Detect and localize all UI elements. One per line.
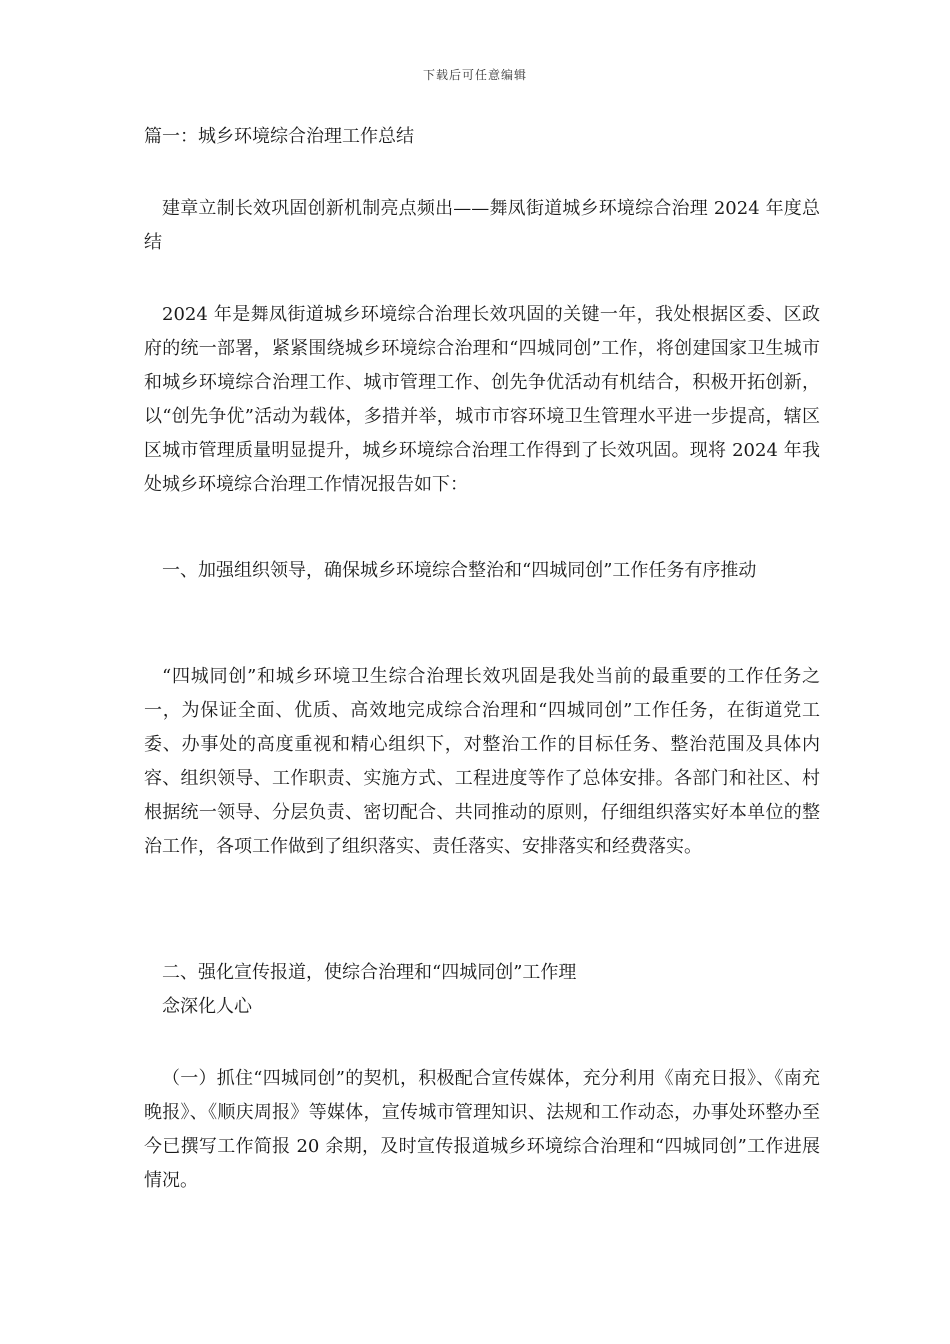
section-2-heading-line-2: 念深化人心 (162, 996, 252, 1017)
intro-paragraph: 2024 年是舞凤街道城乡环境综合治理长效巩固的关键一年，我处根据区委、区政府的统一部署，紧紧围绕城乡环境综合治理和“四城同创”工作，将创建国家卫生城市和城乡环境综合治理工作、城市管理工作、创先争优活动有机结合，积极开拓创新，以“创先争优”活动为载体，多措并举，城市市容环境卫生管理水平进一步提高，辖区区城市管理质量明显提升，城乡环境综合治理工作得到了长效巩固。现将 2024 年我处城乡环境综合治理工作情况报告如下： (144, 304, 820, 495)
section-2-heading (144, 956, 820, 1024)
section-1-paragraph: “四城同创”和城乡环境卫生综合治理长效巩固是我处当前的最重要的工作任务之一，为保证全面、优质、高效地完成综合治理和“四城同创”工作任务，在街道党工委、办事处的高度重视和精心组织下，对整治工作的目标任务、整治范围及具体内容、组织领导、工作职责、实施方式、工程进度等作了总体安排。各部门和社区、村根据统一领导、分层负责、密切配合、共同推动的原则，仔细组织落实好本单位的整治工作，各项工作做到了组织落实、责任落实、安排落实和经费落实。 (144, 666, 820, 857)
part-title: 篇一：城乡环境综合治理工作总结 (144, 126, 414, 147)
header-note: 下载后可任意编辑 (422, 68, 527, 82)
section-1-heading: 一、加强组织领导，确保城乡环境综合整治和“四城同创”工作任务有序推动 (162, 560, 757, 581)
section-2-heading-line-1: 二、强化宣传报道，使综合治理和“四城同创”工作理 (162, 962, 577, 983)
section-2-1-paragraph: （一）抓住“四城同创”的契机，积极配合宣传媒体，充分利用《南充日报》、《南充晚报》、《顺庆周报》等媒体，宣传城市管理知识、法规和工作动态，办事处环整办至今已撰写工作简报 20 余期，及时宣传报道城乡环境综合治理和“四城同创”工作进展情况。 (144, 1068, 820, 1191)
document-subtitle: 建章立制长效巩固创新机制亮点频出——舞凤街道城乡环境综合治理 2024 年度总结 (144, 198, 820, 253)
